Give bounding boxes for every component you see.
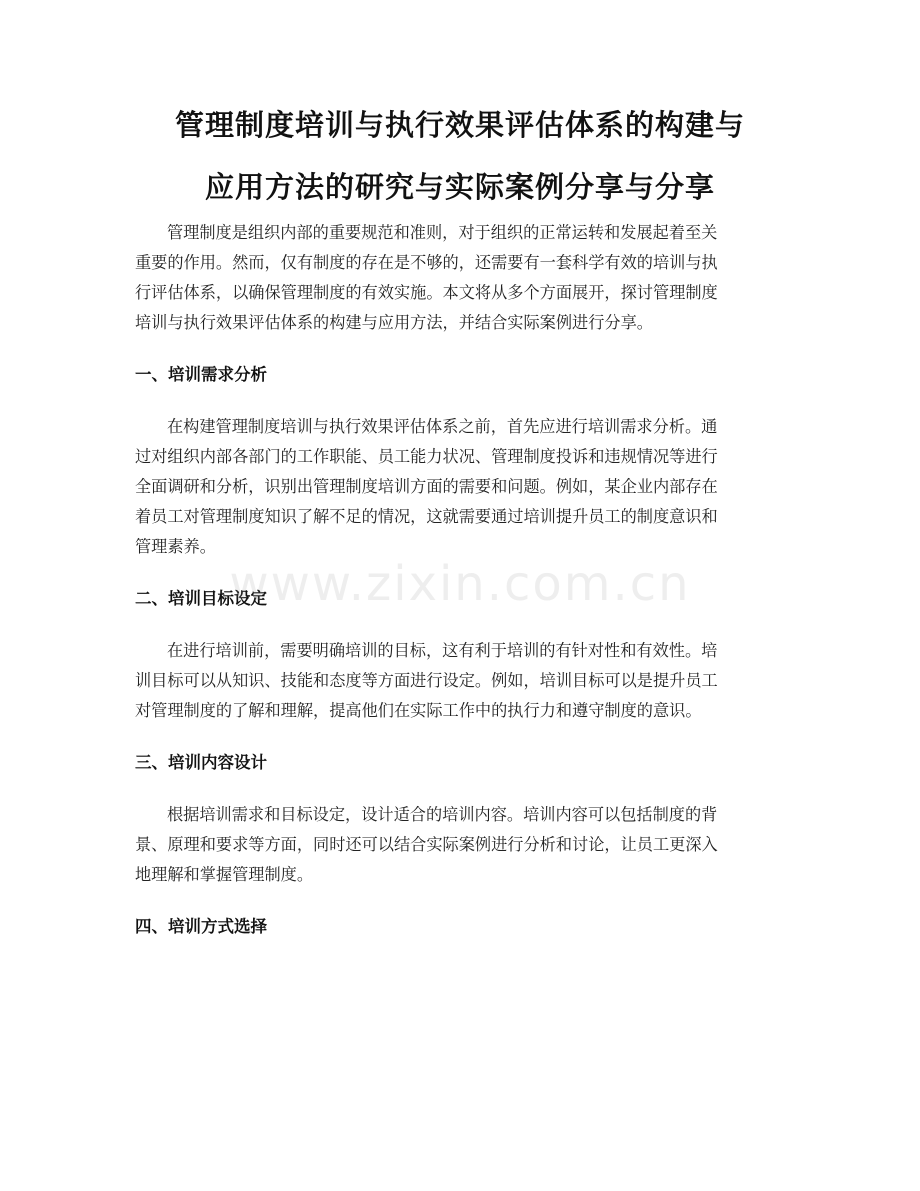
section-heading-1: 一、培训需求分析: [135, 365, 267, 384]
watermark-text: www.zixin.com.cn: [229, 556, 691, 612]
section-1-line-2: 过对组织内部各部门的工作职能、员工能力状况、管理制度投诉和违规情况等进行: [135, 447, 718, 466]
section-heading-3: 三、培训内容设计: [135, 753, 267, 772]
section-3-paragraph: [135, 800, 785, 890]
intro-paragraph: [135, 218, 785, 338]
section-1-line-1: 在构建管理制度培训与执行效果评估体系之前，首先应进行培训需求分析。通: [167, 417, 718, 436]
section-3-line-2: 景、原理和要求等方面，同时还可以结合实际案例进行分析和讨论，让员工更深入: [135, 835, 718, 854]
section-2-line-3: 对管理制度的了解和理解，提高他们在实际工作中的执行力和遵守制度的意识。: [135, 701, 702, 720]
intro-line-3: 行评估体系，以确保管理制度的有效实施。本文将从多个方面展开，探讨管理制度: [135, 283, 718, 302]
section-1-paragraph: [135, 412, 785, 562]
section-2-paragraph: [135, 636, 785, 726]
title-line-2: 应用方法的研究与实际案例分享与分享: [204, 170, 715, 204]
section-2-line-1: 在进行培训前，需要明确培训的目标，这有利于培训的有针对性和有效性。培: [167, 641, 718, 660]
section-heading-4: 四、培训方式选择: [135, 917, 267, 936]
section-1-line-3: 全面调研和分析，识别出管理制度培训方面的需要和问题。例如，某企业内部存在: [135, 477, 718, 496]
section-1-line-4: 着员工对管理制度知识了解不足的情况，这就需要通过培训提升员工的制度意识和: [135, 507, 718, 526]
section-heading-2: 二、培训目标设定: [135, 589, 267, 608]
intro-line-2: 重要的作用。然而，仅有制度的存在是不够的，还需要有一套科学有效的培训与执: [135, 253, 718, 272]
section-1-line-5: 管理素养。: [135, 537, 216, 556]
section-3-line-3: 地理解和掌握管理制度。: [135, 865, 314, 884]
section-3-line-1: 根据培训需求和目标设定，设计适合的培训内容。培训内容可以包括制度的背: [167, 805, 718, 824]
document-title: [135, 94, 785, 218]
title-line-1: 管理制度培训与执行效果评估体系的构建与: [174, 108, 745, 142]
intro-line-4: 培训与执行效果评估体系的构建与应用方法，并结合实际案例进行分享。: [135, 313, 653, 332]
intro-line-1: 管理制度是组织内部的重要规范和准则，对于组织的正常运转和发展起着至关: [167, 223, 718, 242]
section-2-line-2: 训目标可以从知识、技能和态度等方面进行设定。例如，培训目标可以是提升员工: [135, 671, 718, 690]
